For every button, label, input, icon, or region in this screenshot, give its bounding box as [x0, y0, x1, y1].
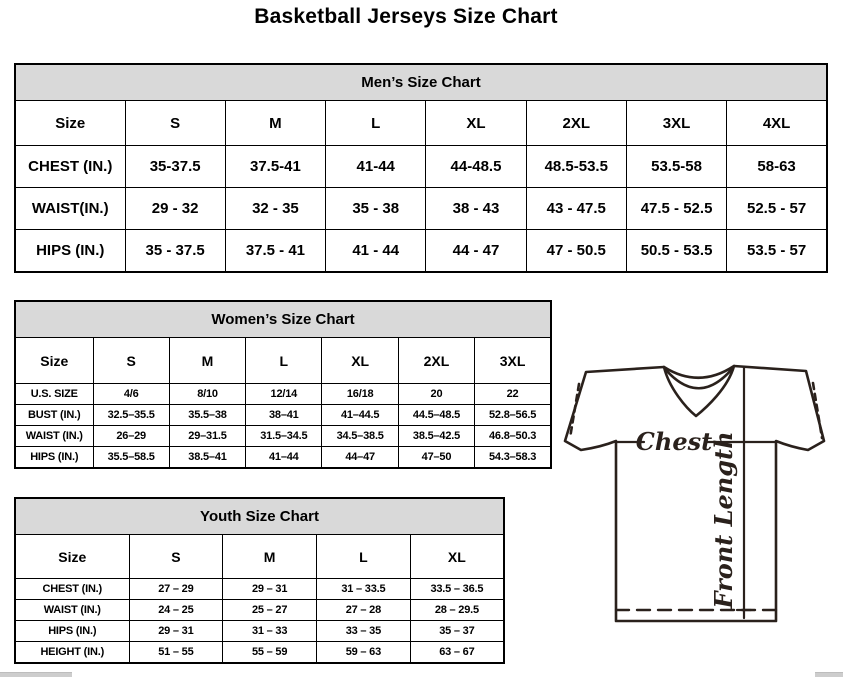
measurement-value: 41 - 44: [326, 230, 426, 273]
measurement-label: CHEST (IN.): [15, 146, 125, 188]
jersey-measurement-diagram: [556, 358, 843, 631]
measurement-value: 53.5-58: [626, 146, 726, 188]
measurement-value: 54.3–58.3: [475, 447, 551, 469]
measurement-value: 29 – 31: [223, 579, 317, 600]
table-row: [15, 498, 504, 535]
measurement-row: [15, 230, 827, 273]
measurement-value: 43 - 47.5: [526, 188, 626, 230]
measurement-label: HIPS (IN.): [15, 230, 125, 273]
measurement-value: 35.5–38: [169, 405, 245, 426]
measurement-value: 52.5 - 57: [727, 188, 827, 230]
measurement-value: 12/14: [246, 384, 322, 405]
measurement-row: [15, 384, 551, 405]
size-header-cell: 4XL: [727, 101, 827, 146]
measurement-value: 38 - 43: [426, 188, 526, 230]
measurement-label: CHEST (IN.): [15, 579, 129, 600]
mens-chart-title: Men’s Size Chart: [15, 64, 827, 101]
measurement-label: BUST (IN.): [15, 405, 93, 426]
size-column-label: Size: [15, 338, 93, 384]
measurement-value: 63 – 67: [410, 642, 504, 664]
measurement-value: 24 – 25: [129, 600, 223, 621]
mens-size-chart-table: [14, 63, 828, 273]
size-header-cell: XL: [322, 338, 398, 384]
measurement-value: 32.5–35.5: [93, 405, 169, 426]
size-header-row: [15, 101, 827, 146]
size-column-label: Size: [15, 535, 129, 579]
measurement-value: 28 – 29.5: [410, 600, 504, 621]
measurement-value: 44-48.5: [426, 146, 526, 188]
measurement-value: 35 - 38: [326, 188, 426, 230]
measurement-value: 31 – 33: [223, 621, 317, 642]
size-header-cell: L: [326, 101, 426, 146]
womens-size-chart-table: [14, 300, 552, 469]
size-header-row: [15, 338, 551, 384]
size-header-cell: 3XL: [626, 101, 726, 146]
measurement-value: 31.5–34.5: [246, 426, 322, 447]
measurement-value: 16/18: [322, 384, 398, 405]
measurement-value: 38.5–41: [169, 447, 245, 469]
measurement-value: 44–47: [322, 447, 398, 469]
measurement-value: 44 - 47: [426, 230, 526, 273]
jersey-outline: [565, 366, 824, 621]
measurement-value: 38–41: [246, 405, 322, 426]
measurement-row: [15, 621, 504, 642]
measurement-value: 59 – 63: [317, 642, 411, 664]
horizontal-scrollbar-fragment-left[interactable]: [0, 672, 72, 677]
measurement-label: WAIST (IN.): [15, 600, 129, 621]
measurement-value: 47–50: [398, 447, 474, 469]
horizontal-scrollbar-fragment-right[interactable]: [815, 672, 843, 677]
measurement-value: 48.5-53.5: [526, 146, 626, 188]
measurement-value: 58-63: [727, 146, 827, 188]
page-title: Basketball Jerseys Size Chart: [254, 5, 558, 28]
measurement-value: 53.5 - 57: [727, 230, 827, 273]
size-header-cell: M: [225, 101, 325, 146]
measurement-row: [15, 579, 504, 600]
size-header-cell: XL: [426, 101, 526, 146]
size-header-cell: M: [169, 338, 245, 384]
measurement-value: 35.5–58.5: [93, 447, 169, 469]
size-header-cell: L: [246, 338, 322, 384]
youth-size-chart-table: [14, 497, 505, 664]
measurement-value: 20: [398, 384, 474, 405]
size-header-cell: L: [317, 535, 411, 579]
measurement-value: 26–29: [93, 426, 169, 447]
measurement-value: 8/10: [169, 384, 245, 405]
size-column-label: Size: [15, 101, 125, 146]
size-header-cell: S: [93, 338, 169, 384]
size-header-cell: XL: [410, 535, 504, 579]
size-header-cell: 3XL: [475, 338, 551, 384]
table-row: [15, 301, 551, 338]
measurement-value: 29 - 32: [125, 188, 225, 230]
chest-label: Chest: [635, 427, 713, 456]
measurement-value: 27 – 29: [129, 579, 223, 600]
measurement-value: 41-44: [326, 146, 426, 188]
measurement-value: 34.5–38.5: [322, 426, 398, 447]
youth-chart-title: Youth Size Chart: [15, 498, 504, 535]
measurement-value: 31 – 33.5: [317, 579, 411, 600]
measurement-value: 47.5 - 52.5: [626, 188, 726, 230]
front-length-label: Front Length: [709, 431, 738, 609]
measurement-value: 29 – 31: [129, 621, 223, 642]
measurement-value: 35-37.5: [125, 146, 225, 188]
measurement-value: 29–31.5: [169, 426, 245, 447]
measurement-label: HIPS (IN.): [15, 447, 93, 469]
table-row: [15, 64, 827, 101]
measurement-row: [15, 405, 551, 426]
measurement-label: HEIGHT (IN.): [15, 642, 129, 664]
measurement-label: WAIST (IN.): [15, 426, 93, 447]
size-header-cell: 2XL: [526, 101, 626, 146]
measurement-value: 25 – 27: [223, 600, 317, 621]
size-header-cell: S: [125, 101, 225, 146]
size-header-cell: 2XL: [398, 338, 474, 384]
measurement-value: 37.5-41: [225, 146, 325, 188]
measurement-value: 41–44: [246, 447, 322, 469]
measurement-row: [15, 447, 551, 469]
measurement-row: [15, 426, 551, 447]
measurement-value: 46.8–50.3: [475, 426, 551, 447]
measurement-value: 35 – 37: [410, 621, 504, 642]
measurement-value: 52.8–56.5: [475, 405, 551, 426]
measurement-value: 33 – 35: [317, 621, 411, 642]
measurement-value: 33.5 – 36.5: [410, 579, 504, 600]
measurement-value: 4/6: [93, 384, 169, 405]
measurement-value: 27 – 28: [317, 600, 411, 621]
measurement-label: U.S. SIZE: [15, 384, 93, 405]
womens-chart-title: Women’s Size Chart: [15, 301, 551, 338]
measurement-row: [15, 600, 504, 621]
measurement-value: 41–44.5: [322, 405, 398, 426]
measurement-label: WAIST(IN.): [15, 188, 125, 230]
measurement-value: 22: [475, 384, 551, 405]
measurement-value: 47 - 50.5: [526, 230, 626, 273]
size-header-cell: S: [129, 535, 223, 579]
size-header-row: [15, 535, 504, 579]
size-header-cell: M: [223, 535, 317, 579]
measurement-row: [15, 188, 827, 230]
measurement-value: 51 – 55: [129, 642, 223, 664]
measurement-value: 44.5–48.5: [398, 405, 474, 426]
measurement-row: [15, 642, 504, 664]
measurement-row: [15, 146, 827, 188]
measurement-value: 38.5–42.5: [398, 426, 474, 447]
measurement-value: 55 – 59: [223, 642, 317, 664]
measurement-label: HIPS (IN.): [15, 621, 129, 642]
measurement-value: 35 - 37.5: [125, 230, 225, 273]
measurement-value: 32 - 35: [225, 188, 325, 230]
measurement-value: 37.5 - 41: [225, 230, 325, 273]
measurement-value: 50.5 - 53.5: [626, 230, 726, 273]
